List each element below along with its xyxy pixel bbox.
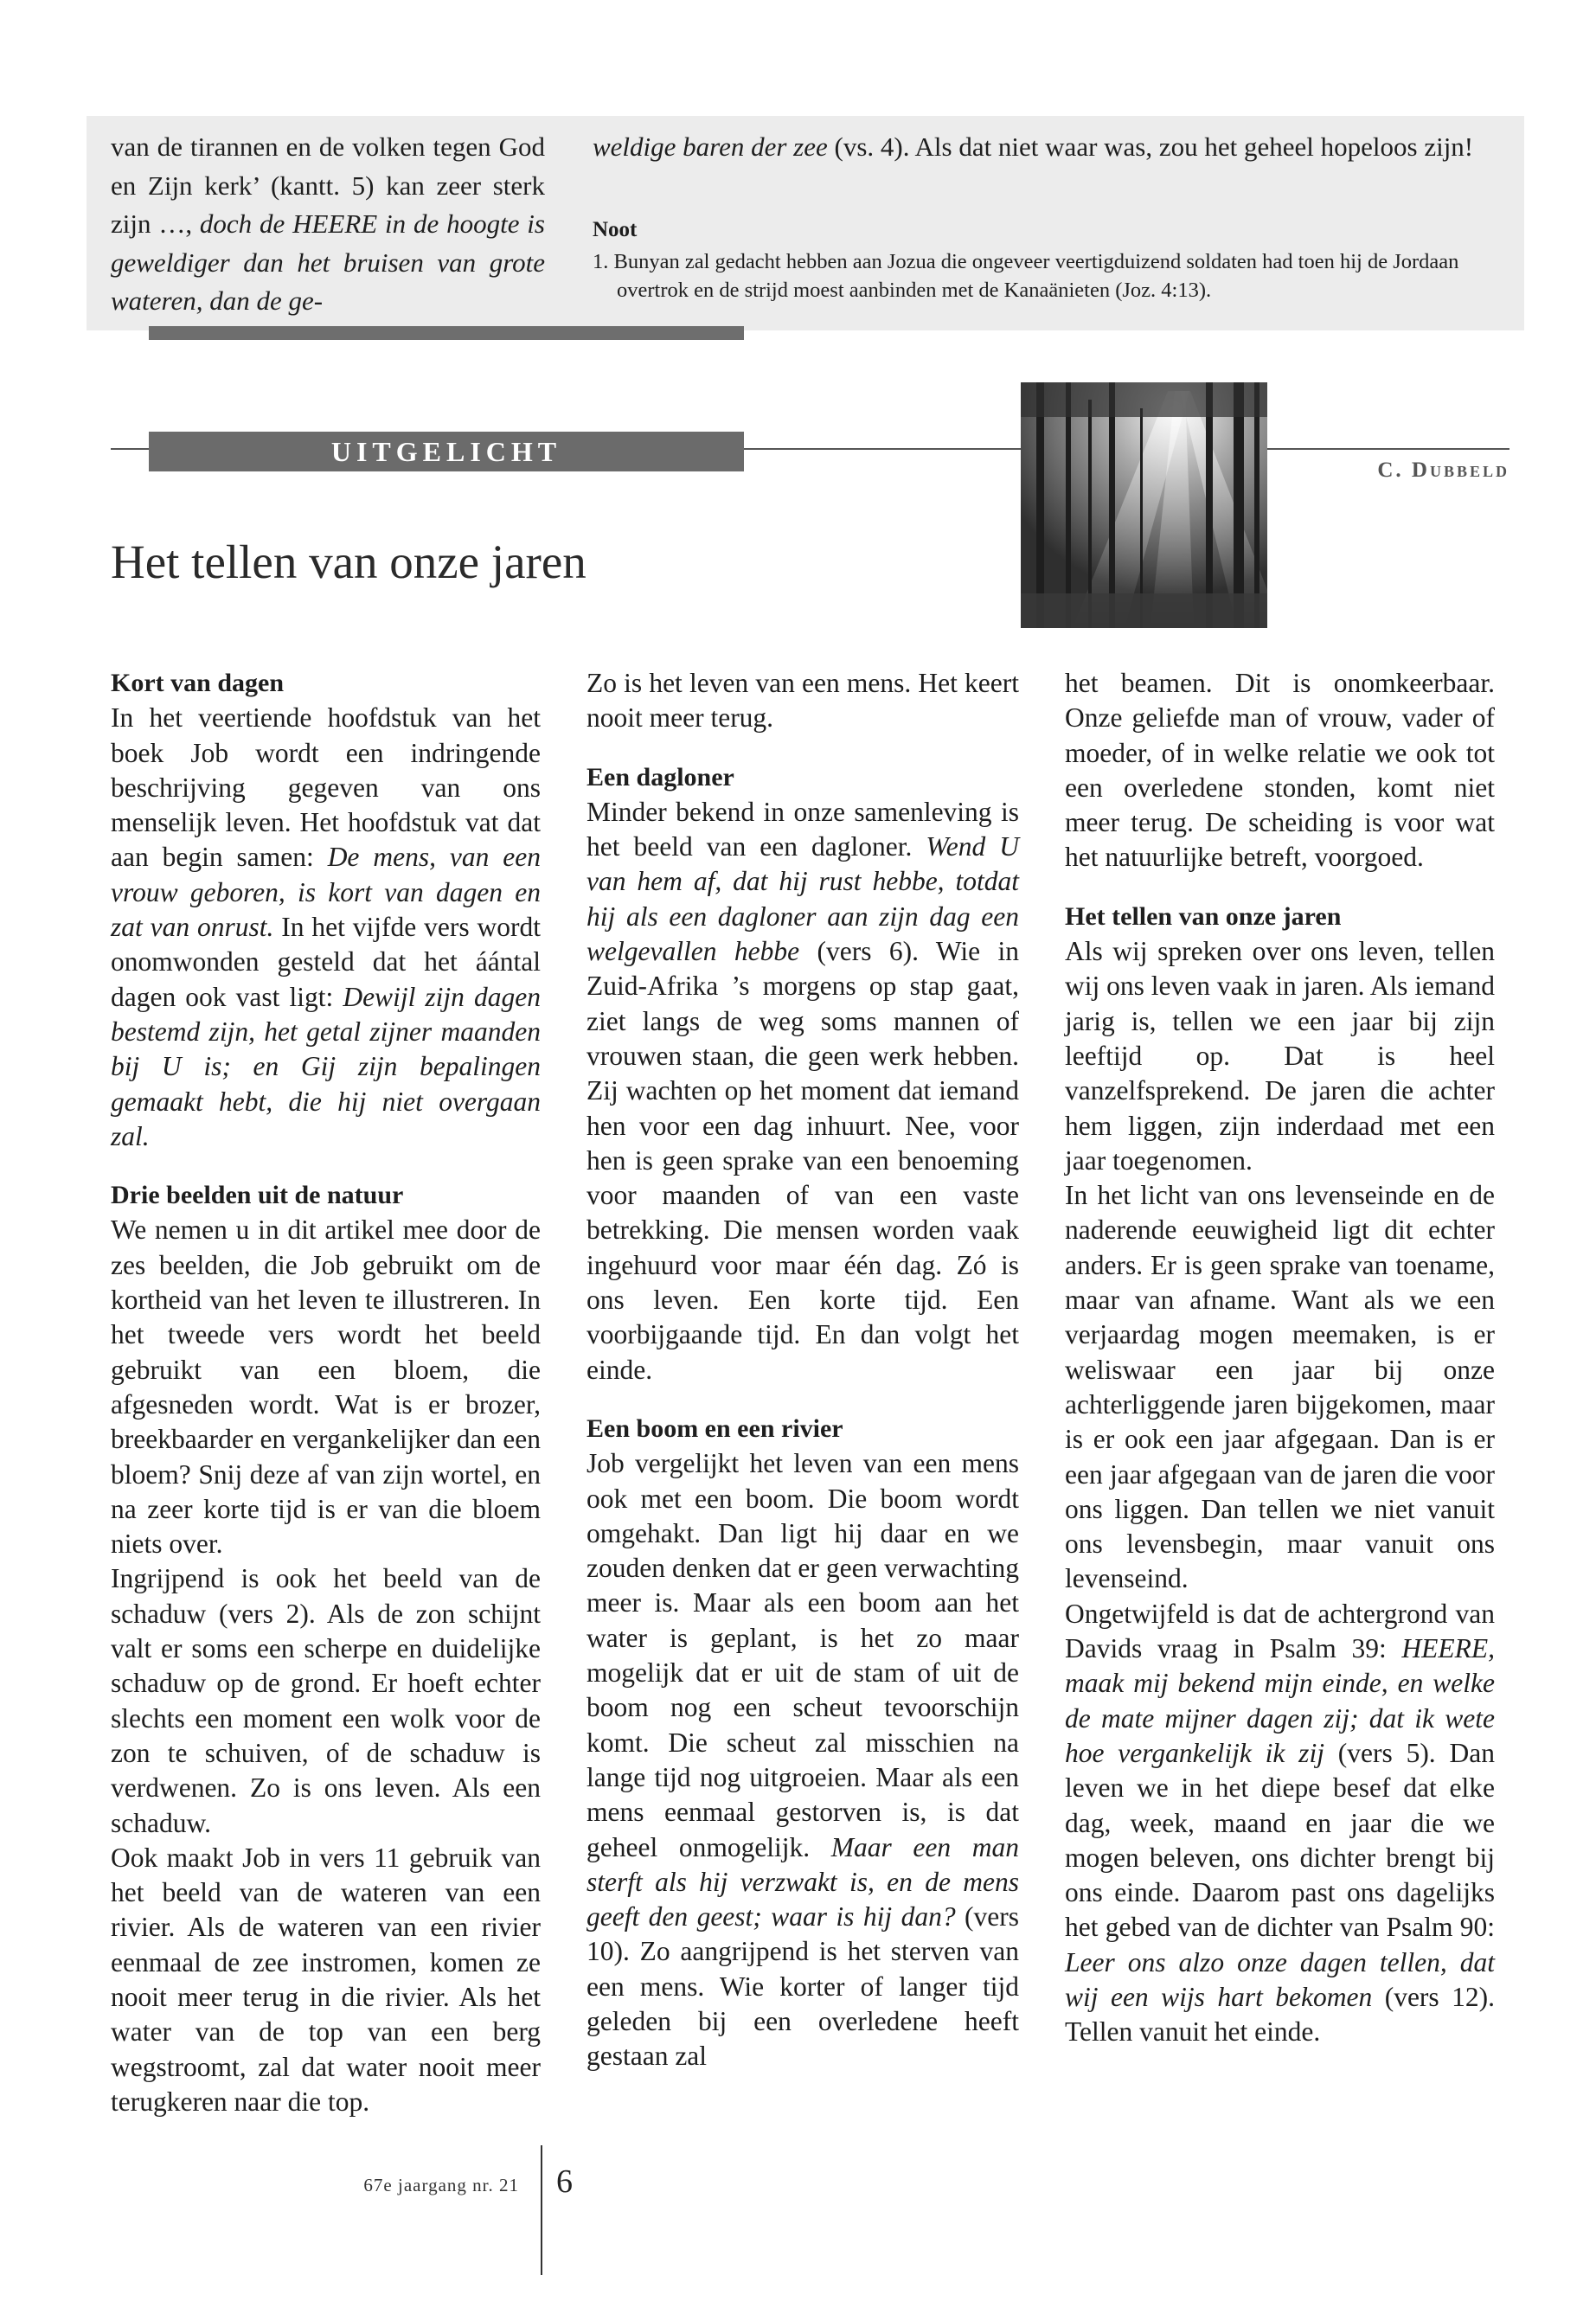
text-run: Job vergelijkt het leven van een mens ook met een boom. Die boom wordt omgehakt. Dan ligt hij daar en we zouden denken dat er geen verwachting meer is. Maar als een boom aan het water is geplant, is het zo maar mogelijk dat er uit de stam of uit de boom nog een scheut tevoorschijn komt. Die scheut zal misschien na lange tijd nog uitgroeien. Maar als een mens eenmaal gestorven is, is dat geheel onmogelijk.	[586, 1448, 1019, 1862]
section-heading: Een boom en een rivier	[586, 1413, 843, 1443]
article-title: Het tellen van onze jaren	[111, 535, 586, 588]
paragraph	[111, 701, 541, 1154]
paragraph	[1065, 666, 1495, 875]
quote-run: weldige baren der zee	[593, 131, 828, 162]
article-column-1	[111, 666, 541, 2119]
text-run: (vers 12). Tellen vanuit het einde.	[1065, 1981, 1496, 2048]
quote-run: Wend U van hem af, dat hij rust hebbe, totdat hij als een dagloner aan zijn dag een welgevallen hebbe	[586, 831, 1019, 967]
quote-run: Maar een man sterft als hij verzwakt is, en de mens geeft den geest; waar is hij dan?	[586, 1831, 1019, 1932]
text-run: Ongetwijfeld is dat de achtergrond van Davids vraag in Psalm 39:	[1065, 1598, 1495, 1664]
paragraph	[1065, 934, 1495, 1178]
paragraph	[111, 1841, 541, 2119]
section-heading: Het tellen van onze jaren	[1065, 901, 1342, 931]
article-column-2	[586, 666, 1019, 2074]
page-number: 6	[556, 2163, 573, 2200]
paragraph-gap	[1065, 875, 1495, 900]
paragraph	[111, 1213, 541, 1561]
paragraph	[1065, 1597, 1495, 2050]
text-run: Minder bekend in onze samenleving is het beeld van een dagloner.	[586, 796, 1019, 862]
rule-right	[1267, 448, 1509, 450]
text-run: (vers 5). Dan leven we in het diepe besef dat elke dag, week, maand en jaar die we mogen beleven, ons dichter brengt bij ons einde. Daarom past ons dagelijks het gebed van de dichter van Psalm 90:	[1065, 1737, 1495, 1943]
text-run: (vs. 4). Als dat niet waar was, zou het geheel hopeloos zijn!	[827, 131, 1474, 162]
text-run: In het vijfde vers wordt onomwonden gesteld dat het áántal dagen ook vast ligt:	[111, 912, 541, 1012]
text-run: Zo is het leven van een mens. Het keert nooit meer terug.	[586, 668, 1019, 734]
text-run: We nemen u in dit artikel mee door de zes beelden, die Job gebruikt om de kortheid van het leven te illustreren. In het tweede vers wordt het beeld gebruikt van een bloem, die afgesneden wordt. Wat is er brozer, breekbaarder en vergankelijker dan een bloem? Snij deze af van zijn wortel, en na zeer korte tijd is er van die bloem niets over.	[111, 1215, 541, 1560]
section-heading: Een dagloner	[586, 762, 734, 792]
author-name: C. Dubbeld	[1377, 458, 1509, 482]
paragraph-gap	[111, 1154, 541, 1178]
article-column-3	[1065, 666, 1495, 2050]
quote-run: Dewijl zijn dagen bestemd zijn, het getal zijner maanden bij U is; en Gij zijn bepalingen gemaakt hebt, die hij niet overgaan zal.	[111, 981, 541, 1151]
continuation-left-text	[111, 128, 545, 321]
issue-info: 67e jaargang nr. 21	[363, 2175, 519, 2195]
paragraph	[586, 666, 1019, 736]
paragraph	[1065, 1178, 1495, 1597]
section-heading: Drie beelden uit de natuur	[111, 1181, 404, 1210]
paragraph-gap	[586, 736, 1019, 760]
section-heading: Kort van dagen	[111, 669, 285, 697]
paragraph	[586, 1446, 1019, 2073]
text-run: Als wij spreken over ons leven, tellen wij ons leven vaak in jaren. Als iemand jarig is, tellen we een jaar bij zijn leeftijd op. Dat is heel vanzelfsprekend. De jaren die achter hem liggen, zijn inderdaad met een jaar toegenomen.	[1065, 936, 1495, 1176]
text-run: het beamen. Dit is onomkeerbaar. Onze geliefde man of vrouw, vader of moeder, of in welke relatie we ook tot een overledene stonden, komt niet meer terug. De scheiding is voor wat het natuurlijke betreft, voorgoed.	[1065, 668, 1495, 873]
text-run: In het veertiende hoofdstuk van het boek Job wordt een indringende beschrijving gegeven van ons menselijk leven. Het hoofdstuk vat dat aan begin samen:	[111, 702, 541, 873]
quote-run: De mens, van een vrouw geboren, is kort van dagen en zat van onrust.	[111, 842, 541, 943]
section-divider-bar	[149, 326, 744, 340]
text-run: (vers 6). Wie in Zuid-Afrika ’s morgens op stap gaat, ziet langs de weg soms mannen of vrouwen staan, die geen werk hebben. Zij wachten op het moment dat iemand hen voor een dag inhuurt. Nee, voor hen is geen sprake van een benoeming voor maanden of van een vaste betrekking. Die mensen worden vaak ingehuurd voor maar één dag. Zó is ons leven. Een korte tijd. Een voorbijgaande tijd. En dan volgt het einde.	[586, 936, 1019, 1385]
forest-photo	[1021, 382, 1267, 628]
quote-run: Leer ons alzo onze dagen tellen, dat wij een wijs hart bekomen	[1065, 1946, 1495, 2012]
quote-run: doch de HEERE in de hoogte is geweldiger dan het bruisen van grote wateren, dan de ge-	[111, 208, 545, 316]
paragraph	[111, 1561, 541, 1840]
section-kicker: UITGELICHT	[149, 432, 744, 471]
text-run: van de tirannen en de volken tegen God en Zijn kerk’ (kantt. 5) kan zeer sterk zijn …,	[111, 131, 545, 239]
rule-left	[111, 448, 149, 450]
text-run: In het licht van ons levenseinde en de naderende eeuwigheid ligt dit echter anders. Er is geen sprake van toename, maar van afname. Want als we een verjaardag mogen meemaken, is er weliswaar een jaar bij onze achterliggende jaren bijgekomen, maar is er ook een jaar afgegaan. Dan is er een jaar afgegaan van de jaren die voor ons liggen. Dan tellen we niet vanuit ons levensbegin, maar vanuit ons levenseind.	[1065, 1180, 1495, 1594]
paragraph-gap	[586, 1388, 1019, 1412]
text-run: Ook maakt Job in vers 11 gebruik van het beeld van de wateren van een rivier. Als de wateren van een rivier eenmaal de zee instromen, komen ze nooit meer terug in die rivier. Als het water van de top van een berg wegstroomt, zal dat water nooit meer terugkeren naar die top.	[111, 1842, 541, 2117]
paragraph	[586, 795, 1019, 1388]
quote-run: HEERE, maak mij bekend mijn einde, en welke de mate mijner dagen zij; dat ik wete hoe vergankelijk ik zij	[1065, 1633, 1495, 1768]
text-run: (vers 10). Zo aangrijpend is het sterven van een mens. Wie korter of langer tijd geleden bij een overledene heeft gestaan zal	[586, 1901, 1019, 2072]
note-heading: Noot	[593, 218, 638, 241]
rule-mid	[744, 448, 1021, 450]
forest-image	[1021, 382, 1267, 628]
continuation-right-text	[593, 128, 1509, 167]
note-text: 1. Bunyan zal gedacht hebben aan Jozua die ongeveer veertigduizend soldaten had toen hij de Jordaan overtrok en de strijd moest aanbinden met de Kanaänieten (Joz. 4:13).	[593, 250, 1459, 302]
text-run: Ingrijpend is ook het beeld van de schaduw (vers 2). Als de zon schijnt valt er soms een scherpe en duidelijke schaduw op de grond. Er hoeft echter slechts een moment een wolk voor de zon te schuiven, of de schaduw is verdwenen. Zo is ons leven. Als een schaduw.	[111, 1563, 541, 1838]
footer-divider	[541, 2145, 542, 2275]
